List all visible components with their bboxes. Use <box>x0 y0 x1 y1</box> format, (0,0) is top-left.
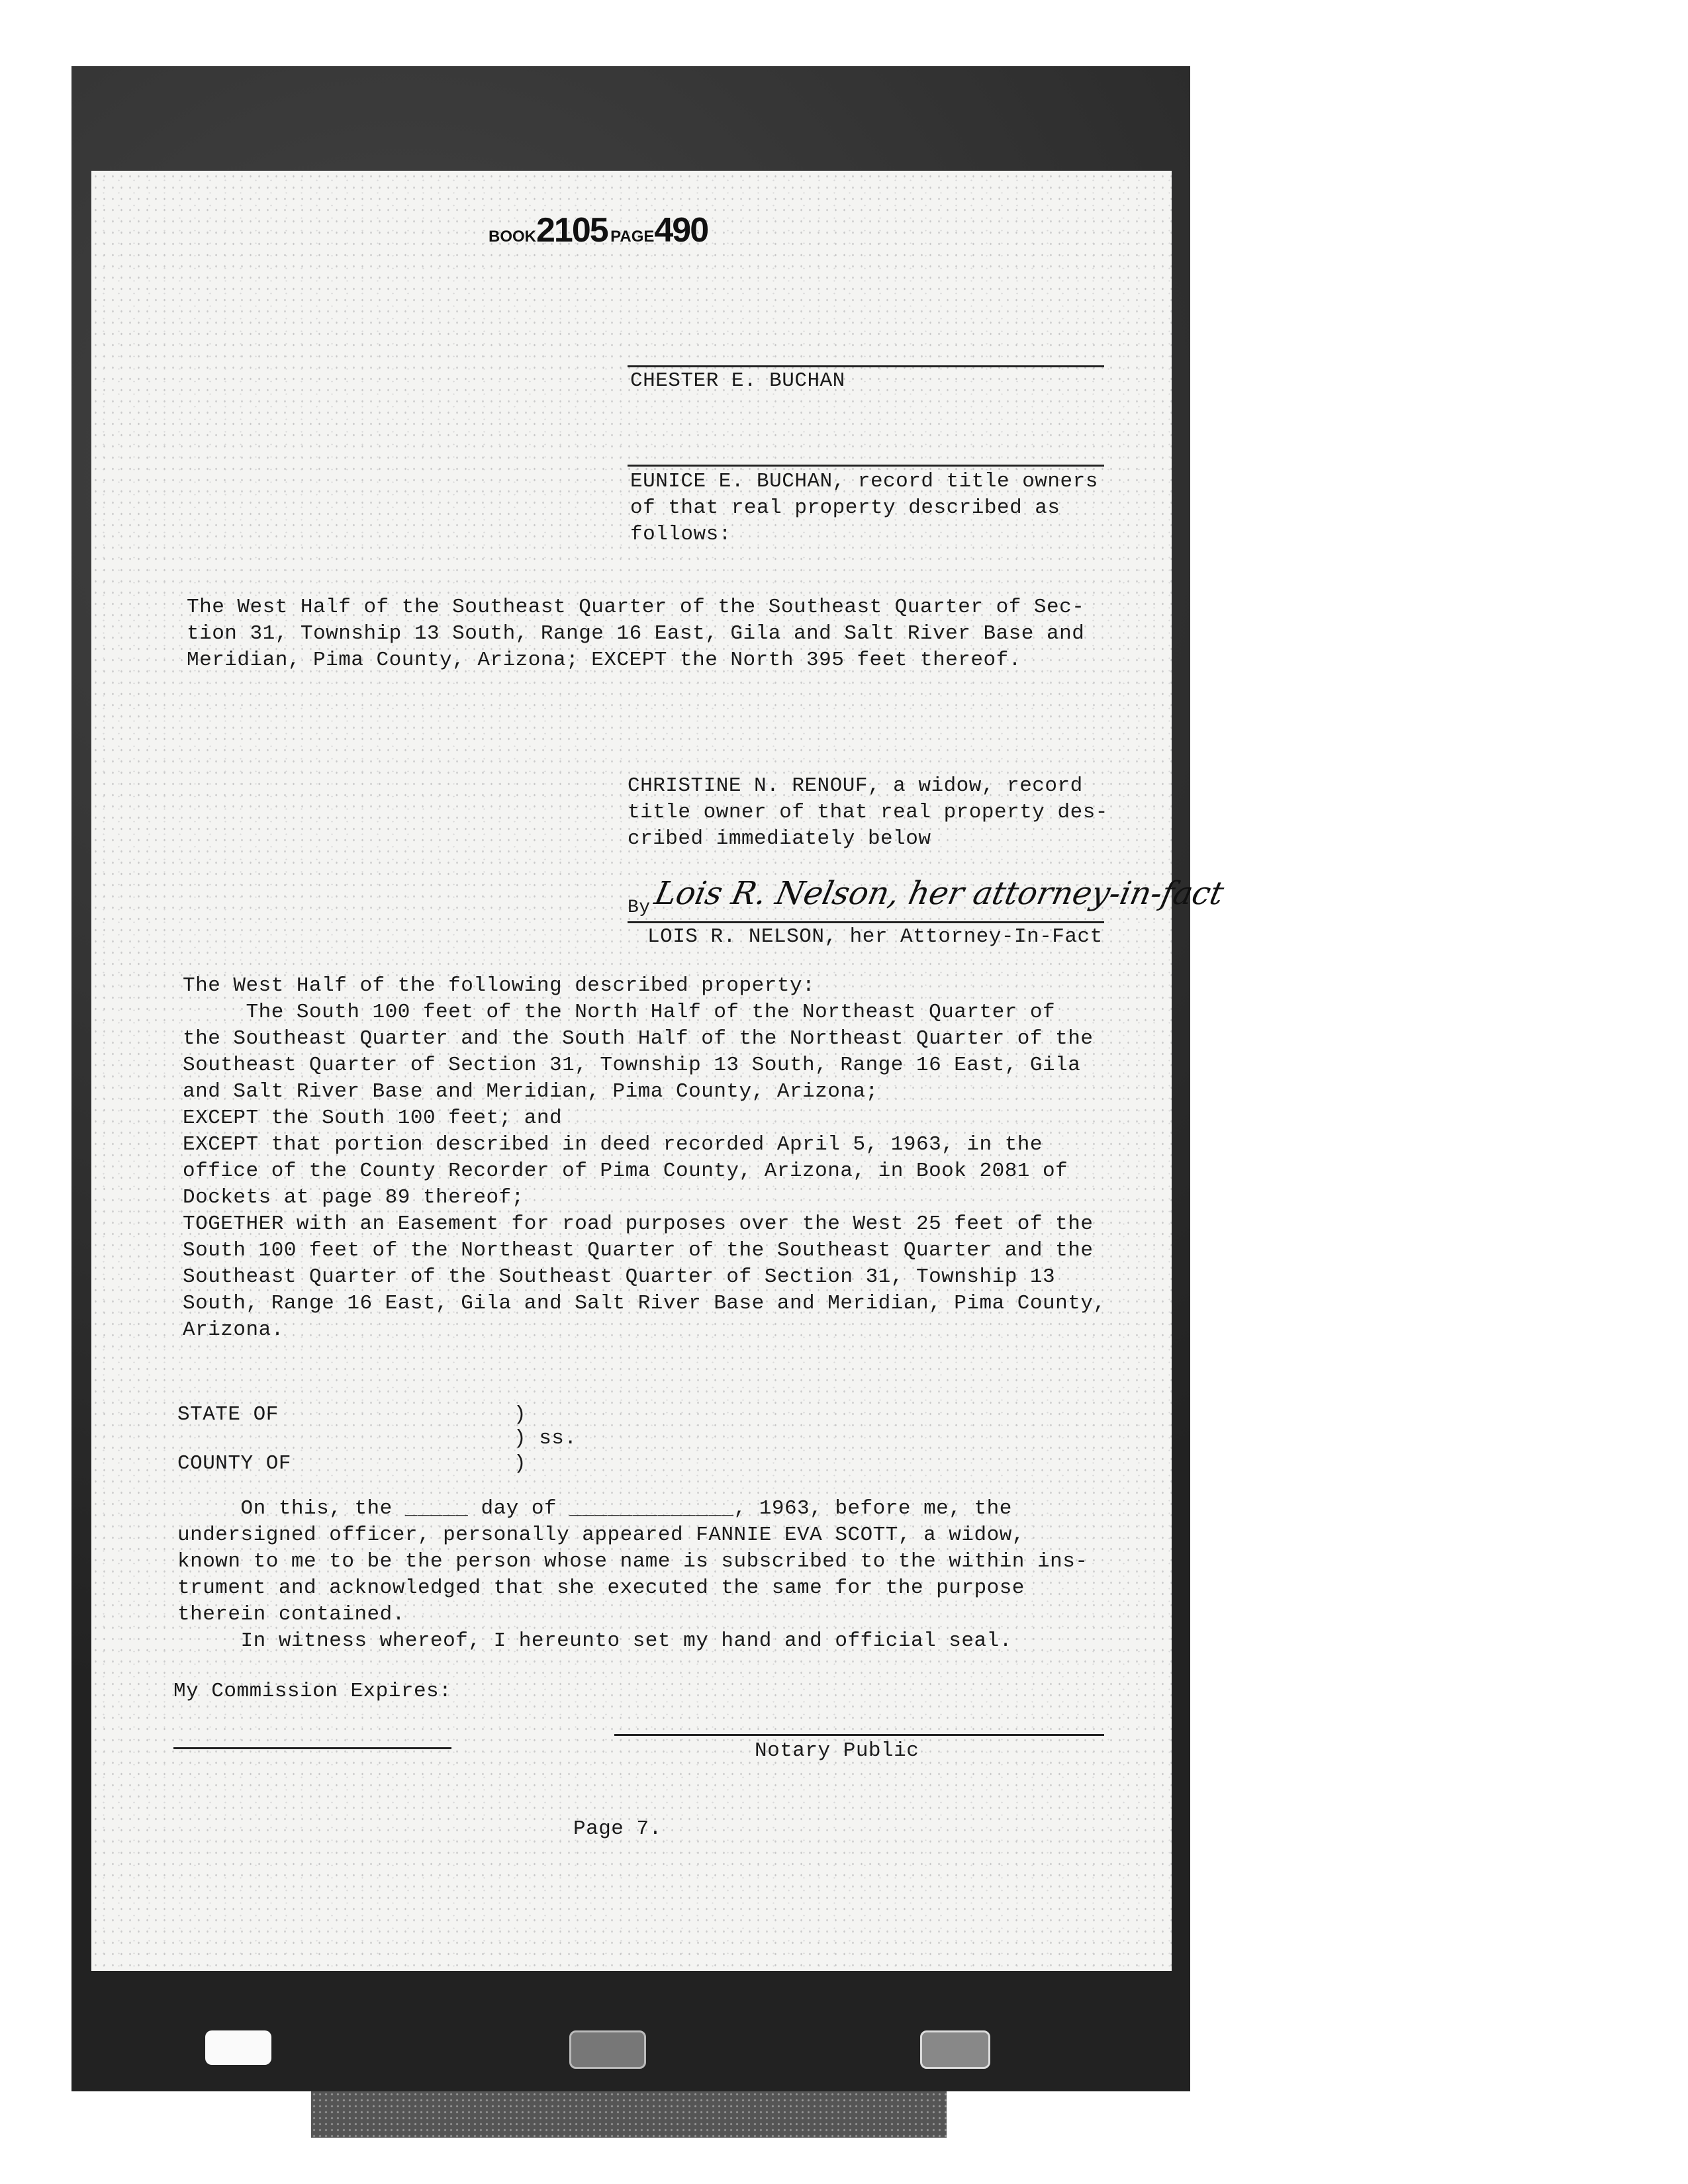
legal-description-line: office of the County Recorder of Pima County, Arizona, in Book 2081 of <box>183 1160 1068 1183</box>
notary-signature-line <box>614 1734 1104 1736</box>
commission-date-line <box>173 1747 451 1749</box>
legal-description-line: South 100 feet of the Northeast Quarter of the Southeast Quarter and the <box>183 1239 1094 1262</box>
ss-label: ) ss. <box>514 1427 577 1450</box>
page-label: PAGE <box>610 228 655 246</box>
legal-description-line: Arizona. <box>183 1318 284 1342</box>
owner-name-3: CHRISTINE N. RENOUF, a widow, record <box>628 774 1083 797</box>
page-footer: Page 7. <box>573 1817 662 1841</box>
legal-description-line: The West Half of the following described property: <box>183 974 816 997</box>
owner-name-2: EUNICE E. BUCHAN, record title owners <box>630 470 1098 493</box>
legal-description-line: Southeast Quarter of Section 31, Township 13 South, Range 16 East, Gila <box>183 1054 1081 1077</box>
venue-bracket: ) <box>514 1403 527 1426</box>
handwritten-signature: Lois R. Nelson, her attorney-in-fact <box>651 875 1227 912</box>
owner-text-line: cribed immediately below <box>628 827 931 850</box>
legal-description-line: TOGETHER with an Easement for road purposes over the West 25 feet of the <box>183 1212 1094 1236</box>
legal-description-line: EXCEPT that portion described in deed recorded April 5, 1963, in the <box>183 1133 1043 1156</box>
book-number: 2105 <box>536 211 608 250</box>
legal-description-line: Southeast Quarter of the Southeast Quarter of Section 31, Township 13 <box>183 1265 1056 1289</box>
venue-bracket: ) <box>514 1452 527 1475</box>
legal-description-line: the Southeast Quarter and the South Half of the Northeast Quarter of the <box>183 1027 1094 1050</box>
book-page-stamp <box>489 210 708 250</box>
frame-middle-tab <box>569 2030 646 2069</box>
scanner-bottom-tab <box>311 2091 947 2138</box>
acknowledgment-line: known to me to be the person whose name is subscribed to the within ins- <box>177 1550 1088 1573</box>
signature-line-2 <box>628 465 1104 467</box>
book-label: BOOK <box>489 228 536 246</box>
owner-text-line: of that real property described as <box>630 496 1060 520</box>
state-label: STATE OF <box>177 1403 279 1426</box>
owner-text-line: follows: <box>630 523 731 546</box>
legal-description-line: The West Half of the Southeast Quarter of the Southeast Quarter of Sec- <box>187 596 1085 619</box>
acknowledgment-line: therein contained. <box>177 1603 405 1626</box>
signature-by-label: By <box>628 897 651 918</box>
signature-line-3 <box>628 921 1104 923</box>
legal-description-line: tion 31, Township 13 South, Range 16 East, Gila and Salt River Base and <box>187 622 1085 645</box>
legal-description-line: The South 100 feet of the North Half of the Northeast Quarter of <box>183 1001 1056 1024</box>
notary-public-label: Notary Public <box>755 1739 919 1762</box>
legal-description-line: Meridian, Pima County, Arizona; EXCEPT the North 395 feet thereof. <box>187 649 1021 672</box>
commission-expires-label: My Commission Expires: <box>173 1680 452 1703</box>
acknowledgment-line: undersigned officer, personally appeared FANNIE EVA SCOTT, a widow, <box>177 1524 1025 1547</box>
acknowledgment-line: trument and acknowledged that she executed the same for the purpose <box>177 1576 1025 1600</box>
owner-name-1: CHESTER E. BUCHAN <box>630 369 845 392</box>
signer-name: LOIS R. NELSON, her Attorney-In-Fact <box>647 925 1103 948</box>
witness-line: In witness whereof, I hereunto set my hand and official seal. <box>177 1629 1012 1653</box>
page-number: 490 <box>654 211 708 250</box>
county-label: COUNTY OF <box>177 1452 291 1475</box>
legal-description-line: Dockets at page 89 thereof; <box>183 1186 524 1209</box>
legal-description-line: EXCEPT the South 100 feet; and <box>183 1107 563 1130</box>
frame-left-tab <box>205 2030 271 2065</box>
signature-line-1 <box>628 365 1104 367</box>
legal-description-line: and Salt River Base and Meridian, Pima County, Arizona; <box>183 1080 878 1103</box>
acknowledgment-line: On this, the _____ day of _____________, 1963, before me, the <box>177 1497 1012 1520</box>
owner-text-line: title owner of that real property des- <box>628 801 1108 824</box>
frame-right-tab <box>920 2030 990 2069</box>
legal-description-line: South, Range 16 East, Gila and Salt River Base and Meridian, Pima County, <box>183 1292 1106 1315</box>
